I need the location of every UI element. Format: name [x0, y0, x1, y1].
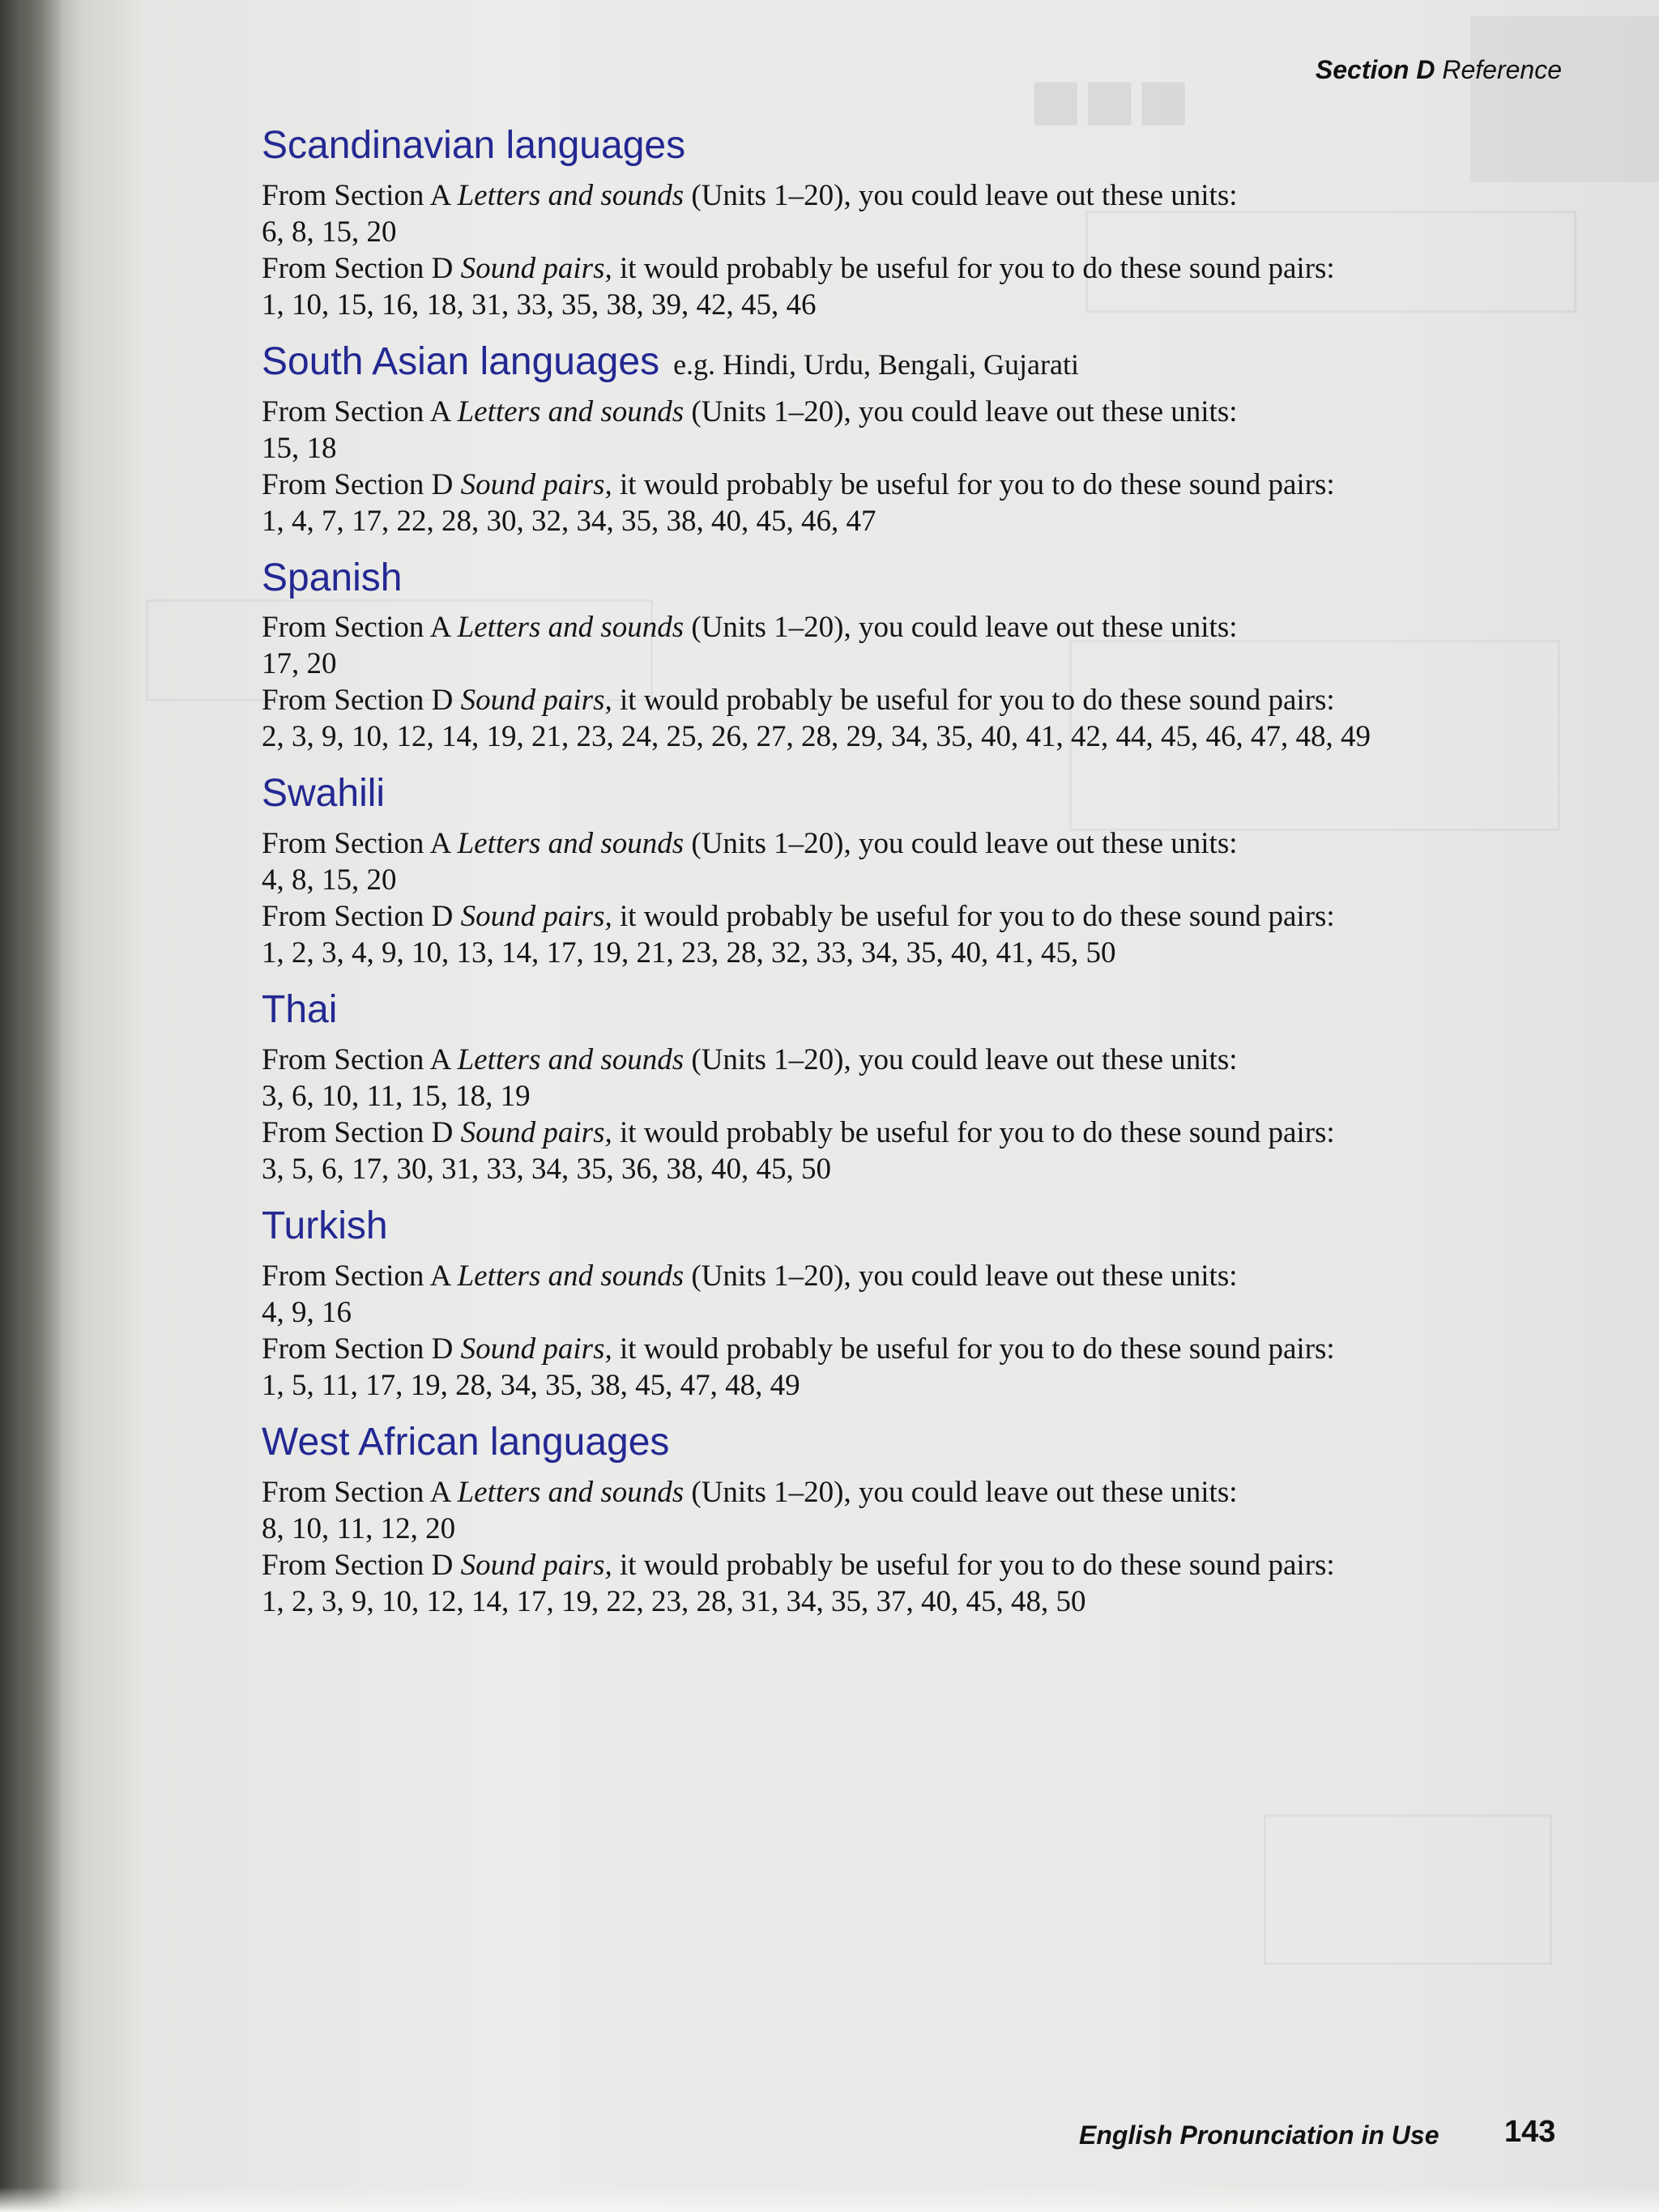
pairs-intro: From Section D: [262, 251, 454, 285]
pairs-intro: From Section D: [262, 1548, 454, 1582]
language-section: [262, 773, 1598, 971]
language-heading: [262, 125, 1598, 168]
units-intro: From Section A: [262, 178, 450, 212]
units-title: Letters and sounds: [457, 611, 684, 645]
pairs-list: 1, 2, 3, 9, 10, 12, 14, 17, 19, 22, 23, 28, 31, 34, 35, 37, 40, 45, 48, 50: [262, 1584, 1086, 1618]
units-intro: From Section A: [262, 1259, 450, 1293]
units-instruction: [262, 609, 1598, 646]
language-heading: [262, 1205, 1598, 1248]
language-section: [262, 557, 1598, 756]
units-rest: (Units 1–20), you could leave out these units:: [691, 1042, 1238, 1076]
language-name: West African languages: [262, 1420, 670, 1464]
pairs-list: 1, 2, 3, 4, 9, 10, 13, 14, 17, 19, 21, 23, 28, 32, 33, 34, 35, 40, 41, 45, 50: [262, 936, 1116, 970]
binding-shadow: [0, 0, 63, 2212]
pairs-list: 1, 4, 7, 17, 22, 28, 30, 32, 34, 35, 38, 40, 45, 46, 47: [262, 504, 876, 538]
units-intro: From Section A: [262, 394, 450, 428]
language-section: [262, 1421, 1598, 1620]
pairs-intro: From Section D: [262, 1332, 454, 1366]
units-intro: From Section A: [262, 1042, 450, 1076]
pairs-instruction: [262, 1331, 1598, 1367]
units-title: Letters and sounds: [457, 394, 684, 428]
units-intro: From Section A: [262, 611, 450, 645]
units-instruction: [262, 177, 1598, 214]
pairs-instruction: [262, 1115, 1598, 1151]
pairs-title: Sound pairs,: [460, 1332, 612, 1366]
pairs-title: Sound pairs,: [460, 1115, 612, 1149]
show-through-box: [1264, 1814, 1552, 1965]
language-heading: [262, 989, 1598, 1032]
pairs-intro: From Section D: [262, 684, 454, 718]
units-rest: (Units 1–20), you could leave out these units:: [691, 178, 1238, 212]
language-sections: [262, 125, 1598, 1638]
pairs-rest: it would probably be useful for you to do these sound pairs:: [619, 467, 1335, 501]
units-list: 8, 10, 11, 12, 20: [262, 1511, 456, 1545]
units-title: Letters and sounds: [457, 1475, 684, 1509]
show-through-title: ■■■: [1029, 50, 1191, 150]
pairs-title: Sound pairs,: [460, 1548, 612, 1582]
header-section: Section D: [1315, 55, 1435, 84]
pairs-instruction: [262, 1547, 1598, 1583]
page-number: 143: [1504, 2115, 1556, 2149]
pairs-title: Sound pairs,: [460, 684, 612, 718]
units-list: 3, 6, 10, 11, 15, 18, 19: [262, 1079, 531, 1113]
language-heading: [262, 341, 1598, 384]
language-name: Turkish: [262, 1204, 388, 1247]
pairs-instruction: [262, 898, 1598, 935]
pairs-intro: From Section D: [262, 900, 454, 934]
pairs-rest: it would probably be useful for you to do these sound pairs:: [619, 1332, 1335, 1366]
units-rest: (Units 1–20), you could leave out these units:: [691, 827, 1238, 861]
pairs-rest: it would probably be useful for you to do these sound pairs:: [619, 900, 1335, 934]
language-name: Swahili: [262, 772, 386, 816]
units-instruction: [262, 1474, 1598, 1511]
pairs-list: 1, 5, 11, 17, 19, 28, 34, 35, 38, 45, 47, 48, 49: [262, 1368, 800, 1402]
running-header: [1316, 55, 1562, 85]
pairs-rest: it would probably be useful for you to do these sound pairs:: [619, 1548, 1335, 1582]
pairs-rest: it would probably be useful for you to do these sound pairs:: [619, 1115, 1335, 1149]
pairs-rest: it would probably be useful for you to do these sound pairs:: [619, 684, 1335, 718]
language-section: [262, 1205, 1598, 1404]
pairs-intro: From Section D: [262, 1115, 454, 1149]
units-title: Letters and sounds: [457, 178, 684, 212]
units-list: 4, 8, 15, 20: [262, 863, 397, 897]
pairs-title: Sound pairs,: [460, 251, 612, 285]
header-title: Reference: [1442, 55, 1562, 84]
units-rest: (Units 1–20), you could leave out these units:: [691, 611, 1238, 645]
pairs-instruction: [262, 682, 1598, 718]
units-instruction: [262, 1042, 1598, 1078]
units-instruction: [262, 1258, 1598, 1294]
units-list: 4, 9, 16: [262, 1295, 352, 1329]
units-rest: (Units 1–20), you could leave out these units:: [691, 1475, 1238, 1509]
pairs-title: Sound pairs,: [460, 467, 612, 501]
units-rest: (Units 1–20), you could leave out these units:: [691, 394, 1238, 428]
pairs-instruction: [262, 250, 1598, 287]
language-name: Spanish: [262, 556, 403, 599]
units-title: Letters and sounds: [457, 1259, 684, 1293]
units-list: 6, 8, 15, 20: [262, 215, 397, 249]
language-name: Thai: [262, 988, 338, 1032]
units-title: Letters and sounds: [457, 827, 684, 861]
language-examples: e.g. Hindi, Urdu, Bengali, Gujarati: [666, 347, 1079, 381]
footer-book-title: English Pronunciation in Use: [1079, 2120, 1439, 2150]
units-rest: (Units 1–20), you could leave out these units:: [691, 1259, 1238, 1293]
units-list: 15, 18: [262, 431, 337, 465]
language-heading: [262, 773, 1598, 816]
pairs-intro: From Section D: [262, 467, 454, 501]
units-list: 17, 20: [262, 647, 337, 681]
pairs-title: Sound pairs,: [460, 900, 612, 934]
language-section: [262, 341, 1598, 539]
units-title: Letters and sounds: [457, 1042, 684, 1076]
language-heading: [262, 557, 1598, 600]
units-intro: From Section A: [262, 1475, 450, 1509]
language-name: South Asian languages: [262, 339, 660, 383]
pairs-rest: it would probably be useful for you to do these sound pairs:: [619, 251, 1335, 285]
units-instruction: [262, 825, 1598, 862]
pairs-list: 1, 10, 15, 16, 18, 31, 33, 35, 38, 39, 42, 45, 46: [262, 288, 817, 322]
language-section: [262, 125, 1598, 323]
units-intro: From Section A: [262, 827, 450, 861]
units-instruction: [262, 394, 1598, 430]
language-heading: [262, 1421, 1598, 1464]
language-name: Scandinavian languages: [262, 124, 686, 167]
pairs-list: 2, 3, 9, 10, 12, 14, 19, 21, 23, 24, 25, 26, 27, 28, 29, 34, 35, 40, 41, 42, 44, 45, 46, 47, 48, 49: [262, 720, 1371, 754]
pairs-instruction: [262, 467, 1598, 503]
pairs-list: 3, 5, 6, 17, 30, 31, 33, 34, 35, 36, 38, 40, 45, 50: [262, 1152, 831, 1186]
page-edge: [0, 2187, 1659, 2212]
language-section: [262, 989, 1598, 1187]
